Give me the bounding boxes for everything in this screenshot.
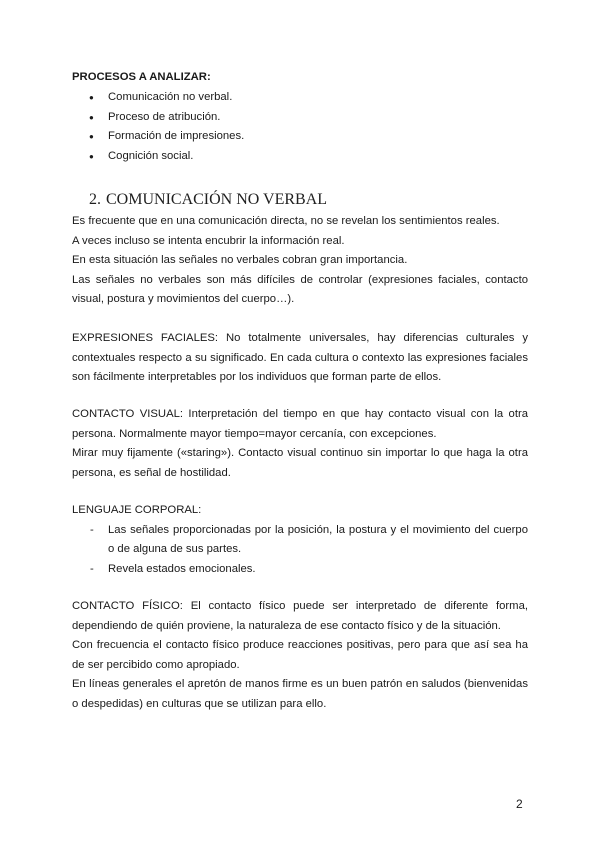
- section-number: 2.: [89, 191, 101, 208]
- processes-list: [72, 88, 532, 166]
- intro-paragraph: [72, 212, 528, 310]
- staring-text: Mirar muy fijamente («staring»). Contacto visual continuo sin importar lo que haga la otra persona, es señal de hostilidad.: [72, 447, 528, 479]
- facial-expressions-paragraph: [72, 329, 528, 388]
- list-item: ● Formación de impresiones.: [72, 127, 532, 147]
- section-title: COMUNICACIÓN NO VERBAL: [106, 191, 328, 208]
- intro-line: A veces incluso se intenta encubrir la información real.: [72, 234, 345, 247]
- section-heading: [89, 189, 327, 211]
- body-language-title: LENGUAJE CORPORAL:: [72, 504, 202, 516]
- list-item: - Revela estados emocionales.: [72, 560, 528, 580]
- list-item: ● Cognición social.: [72, 147, 532, 167]
- physical-contact-text: CONTACTO FÍSICO: El contacto físico puede ser interpretado de diferente forma, dependiendo de quién proviene, la naturaleza de ese contacto físico y de la situación.: [72, 600, 528, 632]
- processes-header: PROCESOS A ANALIZAR:: [72, 71, 211, 83]
- intro-line: Las señales no verbales son más difíciles de controlar (expresiones faciales, contacto visual, postura y movimientos del cuerpo…).: [72, 273, 528, 305]
- intro-line: Es frecuente que en una comunicación directa, no se revelan los sentimientos reales.: [72, 215, 500, 227]
- facial-expressions-text: EXPRESIONES FACIALES: No totalmente universales, hay diferencias culturales y contextuales respecto a su significado. En cada cultura o contexto las expresiones faciales son fácilmente interpretables por los individuos que forman parte de ellos.: [72, 332, 528, 383]
- handshake-text: En líneas generales el apretón de manos firme es un buen patrón en saludos (bienvenidas o despedidas) en culturas que se utilizan para ello.: [72, 678, 528, 710]
- physical-contact-paragraph: [72, 597, 528, 714]
- eye-contact-text: CONTACTO VISUAL: Interpretación del tiempo en que hay contacto visual con la otra persona. Normalmente mayor tiempo=mayor cercanía, con excepciones.: [72, 408, 528, 440]
- list-item: ● Comunicación no verbal.: [72, 88, 532, 108]
- list-item: ● Proceso de atribución.: [72, 108, 532, 128]
- eye-contact-paragraph: [72, 405, 528, 483]
- body-language-list: [72, 521, 528, 580]
- list-item: - Las señales proporcionadas por la posición, la postura y el movimiento del cuerpo o de alguna de sus partes.: [72, 521, 528, 560]
- page-number: 2: [516, 797, 523, 811]
- body-language-section: [72, 501, 528, 579]
- physical-contact-text: Con frecuencia el contacto físico produce reacciones positivas, pero para que así sea ha de ser percibido como apropiado.: [72, 639, 528, 671]
- intro-line: En esta situación las señales no verbales cobran gran importancia.: [72, 254, 408, 266]
